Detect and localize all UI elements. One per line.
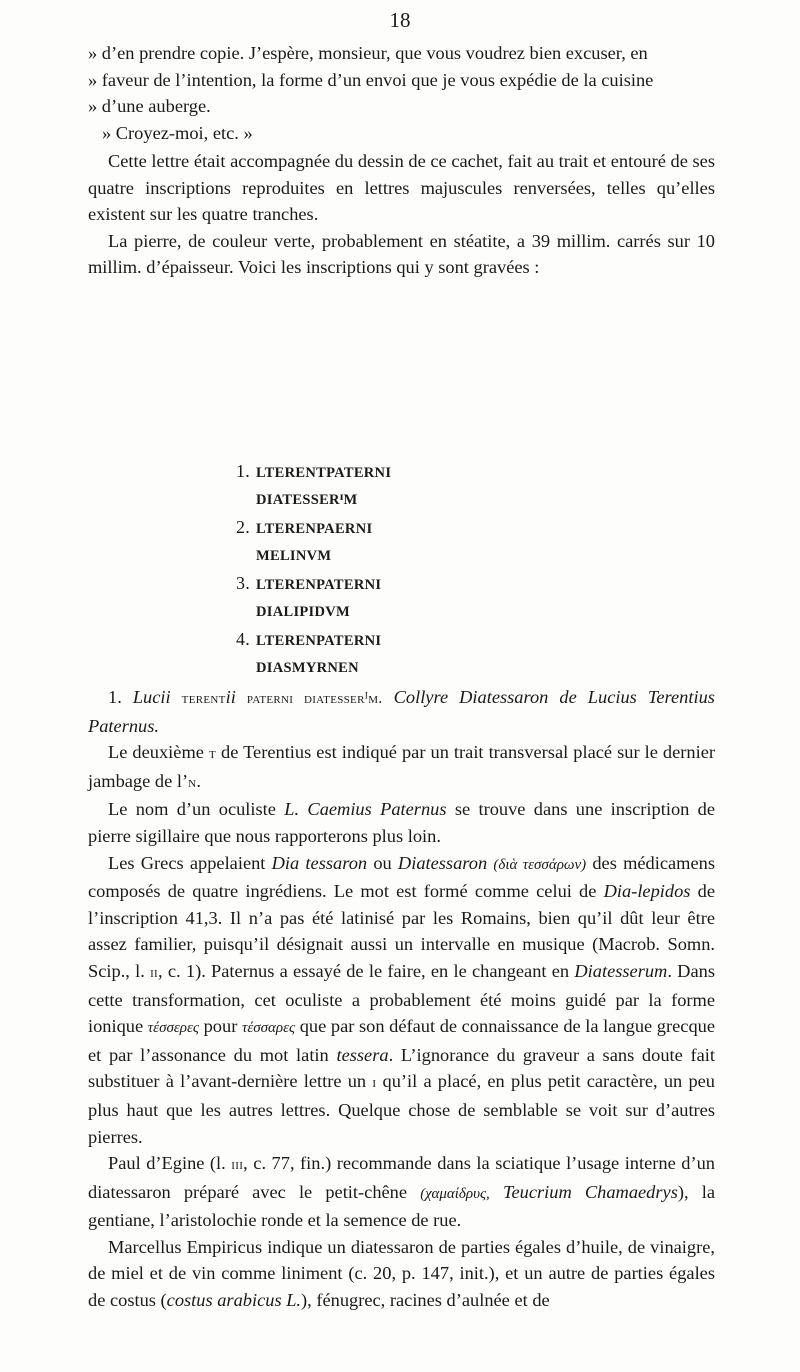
inscription-line <box>236 514 536 543</box>
inscription-line <box>236 458 536 487</box>
inscription-text: LTERENPATERNI <box>256 577 382 593</box>
quote-line: » d’une auberge. <box>88 96 211 117</box>
inscription-line: DIALIPIDVM <box>256 604 351 620</box>
inscription-line: DIASMYRNEN <box>256 660 359 676</box>
paragraph-letter-description <box>88 148 715 281</box>
inscription-text: LTERENTPATERNI <box>256 465 392 481</box>
inscription-number: 1. <box>236 461 251 481</box>
inscription-text: LTERENPAERNI <box>256 521 373 537</box>
inscription-line <box>236 570 536 599</box>
page-number: 18 <box>389 8 411 32</box>
inscription-number: 2. <box>236 517 251 537</box>
inscriptions-list <box>236 458 536 682</box>
inscription-number: 3. <box>236 573 251 593</box>
inscription-text: LTERENPATERNI <box>256 633 382 649</box>
quote-line: » d’en prendre copie. J’espère, monsieur, que vous voudrez bien excuser, en <box>88 43 648 63</box>
inscription-line: MELINVM <box>256 548 332 564</box>
paragraph: Le nom d’un oculiste L. Caemius Paternus se trouve dans une inscription de pierre sigillaire que nous rapporterons plus loin. <box>88 799 716 846</box>
paragraph: Paul d’Egine (l. iii, c. 77, fin.) recommande dans la sciatique l’usage interne d’un diatessaron préparé avec le petit-chêne (χαμαίδρυς, Teucrium Chamaedrys), la gentiane, l’aristolochie ronde et la semence de rue. <box>88 1153 715 1231</box>
inscription-line: DIATESSERᴵM <box>256 492 358 508</box>
inscription-explanation: 1. Lucii terentii paterni diatesserᴵm. Collyre Diatessaron de Lucius Terentius Paternus. <box>88 687 715 736</box>
inscription-line <box>236 626 536 655</box>
quote-line: » faveur de l’intention, la forme d’un envoi que je vous expédie de la cuisine <box>88 69 654 90</box>
inscription-number: 4. <box>236 629 251 649</box>
commentary-body <box>88 684 715 1314</box>
paragraph: Marcellus Empiricus indique un diatessaron de parties égales d’huile, de vinaigre, de miel et de vin comme liniment (c. 20, p. 147, init.), et un autre de parties égales de costus (costus arabicus L.), fénugrec, racines d’aulnée et de <box>88 1236 715 1311</box>
paragraph: La pierre, de couleur verte, probablement en stéatite, a 39 millim. carrés sur 10 millim. d’épaisseur. Voici les inscriptions qui y sont gravées : <box>88 230 715 278</box>
quote-closing: » Croyez-moi, etc. » <box>102 122 253 143</box>
paragraph: Cette lettre était accompagnée du dessin de ce cachet, fait au trait et entouré de ses quatre inscriptions reproduites en lettres majuscules renversées, telles qu’elles existent sur les quatre tranches. <box>88 151 715 225</box>
paragraph: Les Grecs appelaient Dia tessaron ou Diatessaron (διὰ τεσσάρων) des médicamens composés de quatre ingrédiens. Le mot est formé comme celui de Dia-lepidos de l’inscription 41,3. Il n’a pas été latinisé par les Romains, bien qu’il dût leur être assez familier, puisqu’il désignait aussi un intervalle en musique (Macrob. Somn. Scip., l. ii, c. 1). Paternus a essayé de le faire, en le changeant en Diatesserum. Dans cette transformation, cet oculiste a probablement été moins guidé par la forme ionique τέσσερες pour τέσσαρες que par son défaut de connaissance de la langue grecque et par l’assonance du mot latin tessera. L’ignorance du graveur a sans doute fait substituer à l’avant-dernière lettre un i qu’il a placé, en plus petit caractère, un peu plus haut que les autres lettres. Quelque chose de semblable se voit sur d’autres pierres. <box>88 852 716 1147</box>
quoted-letter-ending <box>88 40 715 146</box>
paragraph: Le deuxième t de Terentius est indiqué par un trait transversal placé sur le dernier jambage de l’n. <box>88 742 715 791</box>
